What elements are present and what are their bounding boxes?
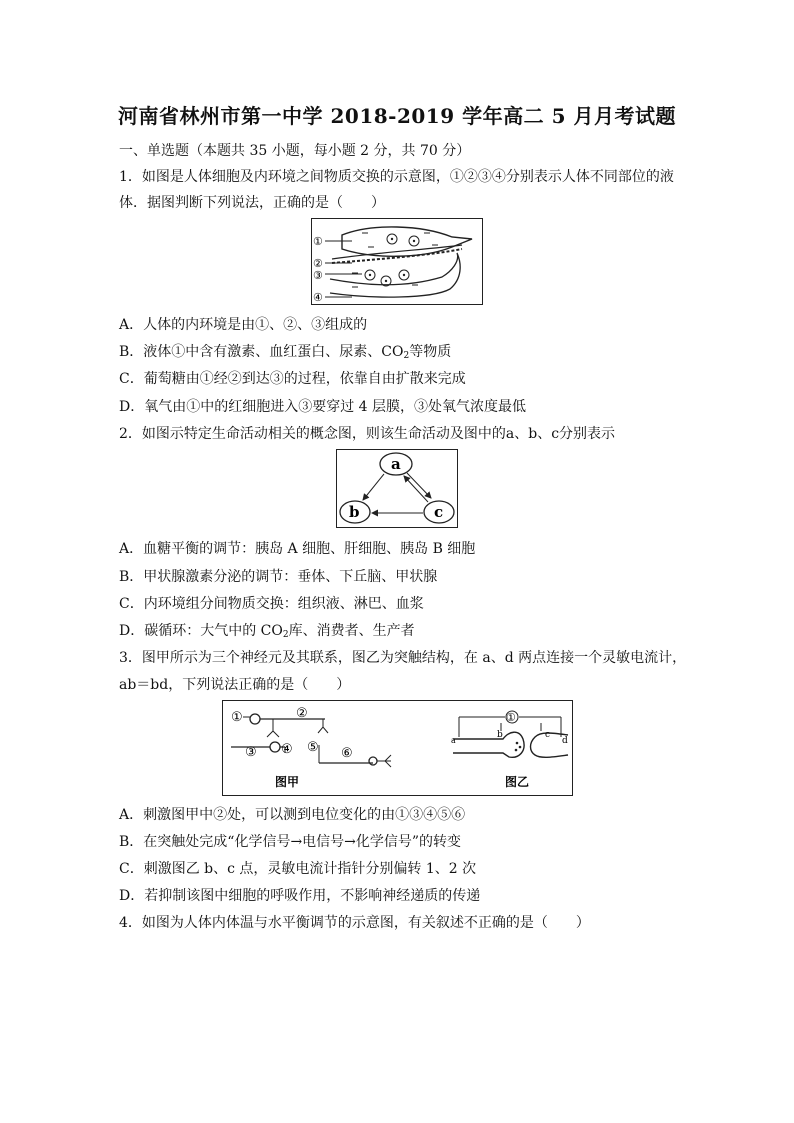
- q2-option-c: C．内环境组分间物质交换：组织液、淋巴、血浆: [119, 596, 424, 612]
- q3-fig-yi-caption: 图乙: [505, 775, 530, 789]
- q3-fig-jia-label-1: ①: [231, 710, 243, 725]
- q3-option-d: D．若抑制该图中细胞的呼吸作用，不影响神经递质的传递: [119, 888, 481, 904]
- q1-figure: [311, 218, 483, 305]
- page-title: 河南省林州市第一中学 2018-2019 学年高二 5 月月考试题: [118, 104, 676, 128]
- q3-fig-jia-label-4: ④: [281, 742, 293, 757]
- q1-stem-line1: 1．如图是人体细胞及内环境之间物质交换的示意图，①②③④分别表示人体不同部位的液: [119, 169, 674, 185]
- q3-fig-yi-label-a: a: [451, 736, 456, 745]
- q1-fig-label-3: ③: [313, 269, 323, 282]
- section-heading: 一、单选题（本题共 35 小题，每小题 2 分，共 70 分）: [119, 143, 471, 159]
- q1-option-d: D．氧气由①中的红细胞进入③要穿过 4 层膜，③处氧气浓度最低: [119, 399, 527, 415]
- q3-option-a: A．刺激图甲中②处，可以测到电位变化的由①③④⑤⑥: [119, 807, 466, 823]
- q3-fig-yi-label-b: b: [497, 730, 503, 740]
- q3-fig-yi-label-d: d: [562, 736, 568, 746]
- q3-fig-jia-label-2: ②: [296, 706, 308, 721]
- q2-stem: 2．如图示特定生命活动相关的概念图，则该生命活动及图中的a、b、c分别表示: [119, 426, 616, 442]
- q3-neuron-diagram: [223, 701, 571, 794]
- q1-fig-label-1: ①: [313, 235, 323, 248]
- q3-fig-jia-label-6: ⑥: [341, 746, 353, 761]
- q3-figure: [222, 700, 573, 796]
- q2-node-b: b: [349, 503, 360, 521]
- q2-option-d: D．碳循环：大气中的 $CO_2$库、消费者、生产者: [119, 623, 415, 640]
- q4-stem: 4．如图为人体内体温与水平衡调节的示意图，有关叙述不正确的是（ ）: [119, 915, 590, 931]
- q2-node-a: a: [391, 455, 401, 473]
- q1-fig-label-4: ④: [313, 291, 323, 303]
- q3-stem-line1: 3．图甲所示为三个神经元及其联系，图乙为突触结构，在 a、d 两点连接一个灵敏电流计，: [119, 650, 687, 666]
- q3-fig-yi-label-c: c: [545, 730, 551, 740]
- q3-fig-yi-label-1: ①: [506, 711, 516, 724]
- q3-stem-line2: ab＝bd，下列说法正确的是（ ）: [119, 677, 351, 693]
- q3-fig-jia-caption: 图甲: [275, 775, 300, 789]
- q2-node-c: c: [434, 503, 444, 521]
- q1-option-c: C．葡萄糖由①经②到达③的过程，依靠自由扩散来完成: [119, 371, 466, 387]
- q2-figure: [336, 449, 458, 528]
- q3-fig-jia-label-5: ⑤: [307, 740, 319, 755]
- q2-option-b: B．甲状腺激素分泌的调节：垂体、下丘脑、甲状腺: [119, 569, 438, 585]
- q2-concept-diagram: [337, 450, 456, 526]
- q3-option-b: B．在突触处完成“化学信号→电信号→化学信号”的转变: [119, 834, 462, 850]
- q3-option-c: C．刺激图乙 b、c 点，灵敏电流计指针分别偏转 1、2 次: [119, 861, 477, 877]
- q1-figure-drawing: [312, 219, 481, 303]
- q1-fig-label-2: ②: [313, 257, 323, 270]
- q1-option-b: B．液体①中含有激素、血红蛋白、尿素、$CO_2$等物质: [119, 344, 452, 361]
- q1-stem-line2: 体．据图判断下列说法，正确的是（ ）: [119, 195, 385, 211]
- q1-option-a: A．人体的内环境是由①、②、③组成的: [119, 317, 368, 333]
- q3-fig-jia-label-3: ③: [245, 745, 257, 760]
- q2-option-a: A．血糖平衡的调节：胰岛 A 细胞、肝细胞、胰岛 B 细胞: [119, 541, 476, 557]
